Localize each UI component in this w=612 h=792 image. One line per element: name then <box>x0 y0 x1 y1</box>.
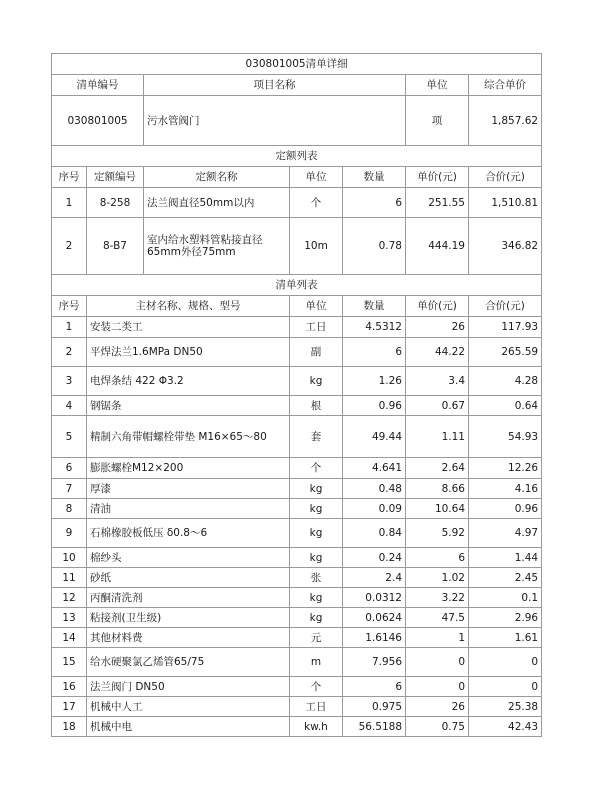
bill-header-price: 综合单价 <box>469 75 542 96</box>
material-no: 1 <box>52 317 87 338</box>
materials-header-qty: 数量 <box>343 296 406 317</box>
material-qty: 49.44 <box>343 416 406 458</box>
material-price: 3.4 <box>406 367 469 396</box>
material-qty: 7.956 <box>343 648 406 677</box>
quota-total: 346.82 <box>469 218 542 275</box>
material-unit: 根 <box>290 396 343 416</box>
material-price: 44.22 <box>406 338 469 367</box>
quota-row <box>52 188 542 218</box>
material-name: 膨胀螺栓M12×200 <box>87 458 290 479</box>
bill-code: 030801005 <box>52 96 144 146</box>
material-total: 4.28 <box>469 367 542 396</box>
material-no: 4 <box>52 396 87 416</box>
quota-header-code: 定额编号 <box>87 167 144 188</box>
quota-name: 室内给水塑料管粘接直径65mm外径75mm <box>144 218 290 275</box>
material-total: 4.97 <box>469 519 542 548</box>
material-name: 清油 <box>87 499 290 519</box>
quota-unit: 10m <box>290 218 343 275</box>
material-price: 2.64 <box>406 458 469 479</box>
title-row <box>52 54 542 75</box>
material-unit: 个 <box>290 677 343 697</box>
material-no: 16 <box>52 677 87 697</box>
material-total: 1.61 <box>469 628 542 648</box>
materials-header-row <box>52 296 542 317</box>
material-total: 0.1 <box>469 588 542 608</box>
material-no: 3 <box>52 367 87 396</box>
quota-code: 8-B7 <box>87 218 144 275</box>
material-row <box>52 416 542 458</box>
table-title: 030801005清单详细 <box>52 54 542 75</box>
material-no: 17 <box>52 697 87 717</box>
material-name: 电焊条结 422 Φ3.2 <box>87 367 290 396</box>
material-row <box>52 697 542 717</box>
bill-row <box>52 96 542 146</box>
materials-header-total: 合价(元) <box>469 296 542 317</box>
material-total: 1.44 <box>469 548 542 568</box>
material-row <box>52 588 542 608</box>
material-total: 0.64 <box>469 396 542 416</box>
materials-header-no: 序号 <box>52 296 87 317</box>
material-qty: 4.641 <box>343 458 406 479</box>
material-name: 给水硬聚氯乙烯管65/75 <box>87 648 290 677</box>
material-row <box>52 317 542 338</box>
material-unit: kg <box>290 548 343 568</box>
material-total: 2.96 <box>469 608 542 628</box>
quota-qty: 0.78 <box>343 218 406 275</box>
quota-total: 1,510.81 <box>469 188 542 218</box>
quota-header-qty: 数量 <box>343 167 406 188</box>
material-name: 砂纸 <box>87 568 290 588</box>
material-qty: 0.0624 <box>343 608 406 628</box>
material-price: 26 <box>406 317 469 338</box>
material-price: 5.92 <box>406 519 469 548</box>
materials-section-row <box>52 275 542 296</box>
materials-header-unit: 单位 <box>290 296 343 317</box>
material-price: 0 <box>406 677 469 697</box>
bill-header-row <box>52 75 542 96</box>
quota-section-title: 定额列表 <box>52 146 542 167</box>
quota-price: 444.19 <box>406 218 469 275</box>
material-no: 5 <box>52 416 87 458</box>
material-price: 10.64 <box>406 499 469 519</box>
quota-no: 1 <box>52 188 87 218</box>
bill-name: 污水管阀门 <box>144 96 406 146</box>
material-name: 法兰阀门 DN50 <box>87 677 290 697</box>
material-name: 棉纱头 <box>87 548 290 568</box>
material-no: 2 <box>52 338 87 367</box>
quota-no: 2 <box>52 218 87 275</box>
material-name: 平焊法兰1.6MPa DN50 <box>87 338 290 367</box>
material-qty: 2.4 <box>343 568 406 588</box>
material-no: 6 <box>52 458 87 479</box>
material-qty: 0.84 <box>343 519 406 548</box>
material-row <box>52 367 542 396</box>
material-qty: 0.09 <box>343 499 406 519</box>
material-no: 8 <box>52 499 87 519</box>
bill-header-unit: 单位 <box>406 75 469 96</box>
material-price: 47.5 <box>406 608 469 628</box>
material-unit: 工日 <box>290 317 343 338</box>
material-total: 4.16 <box>469 479 542 499</box>
material-row <box>52 548 542 568</box>
material-name: 机械中电 <box>87 717 290 737</box>
material-price: 0 <box>406 648 469 677</box>
quota-name: 法兰阀直径50mm以内 <box>144 188 290 218</box>
material-row <box>52 338 542 367</box>
material-qty: 0.48 <box>343 479 406 499</box>
material-row <box>52 519 542 548</box>
bill-detail-table <box>51 53 542 737</box>
material-price: 8.66 <box>406 479 469 499</box>
material-total: 0 <box>469 677 542 697</box>
material-qty: 0.96 <box>343 396 406 416</box>
material-unit: kg <box>290 519 343 548</box>
material-unit: 元 <box>290 628 343 648</box>
material-row <box>52 396 542 416</box>
material-total: 117.93 <box>469 317 542 338</box>
bill-header-code: 清单编号 <box>52 75 144 96</box>
bill-header-name: 项目名称 <box>144 75 406 96</box>
material-unit: 个 <box>290 458 343 479</box>
material-row <box>52 479 542 499</box>
quota-header-row <box>52 167 542 188</box>
material-price: 1 <box>406 628 469 648</box>
material-no: 13 <box>52 608 87 628</box>
material-name: 机械中人工 <box>87 697 290 717</box>
material-price: 0.67 <box>406 396 469 416</box>
material-unit: m <box>290 648 343 677</box>
material-unit: 工日 <box>290 697 343 717</box>
material-total: 12.26 <box>469 458 542 479</box>
material-unit: kg <box>290 479 343 499</box>
material-total: 54.93 <box>469 416 542 458</box>
material-unit: 副 <box>290 338 343 367</box>
quota-header-name: 定额名称 <box>144 167 290 188</box>
bill-unit: 项 <box>406 96 469 146</box>
material-name: 安装二类工 <box>87 317 290 338</box>
material-price: 1.11 <box>406 416 469 458</box>
quota-row <box>52 218 542 275</box>
material-total: 0 <box>469 648 542 677</box>
material-no: 10 <box>52 548 87 568</box>
material-qty: 56.5188 <box>343 717 406 737</box>
quota-unit: 个 <box>290 188 343 218</box>
material-qty: 6 <box>343 338 406 367</box>
quota-qty: 6 <box>343 188 406 218</box>
material-name: 其他材料费 <box>87 628 290 648</box>
material-qty: 1.26 <box>343 367 406 396</box>
material-row <box>52 717 542 737</box>
material-no: 9 <box>52 519 87 548</box>
quota-header-no: 序号 <box>52 167 87 188</box>
quota-header-total: 合价(元) <box>469 167 542 188</box>
material-no: 11 <box>52 568 87 588</box>
material-unit: kg <box>290 608 343 628</box>
material-qty: 6 <box>343 677 406 697</box>
material-total: 265.59 <box>469 338 542 367</box>
material-total: 2.45 <box>469 568 542 588</box>
material-price: 3.22 <box>406 588 469 608</box>
material-price: 26 <box>406 697 469 717</box>
material-qty: 0.0312 <box>343 588 406 608</box>
material-unit: 套 <box>290 416 343 458</box>
material-row <box>52 568 542 588</box>
materials-section-title: 清单列表 <box>52 275 542 296</box>
material-price: 6 <box>406 548 469 568</box>
material-unit: kg <box>290 499 343 519</box>
material-name: 丙酮清洗剂 <box>87 588 290 608</box>
material-name: 石棉橡胶板低压 δ0.8～6 <box>87 519 290 548</box>
quota-header-unit: 单位 <box>290 167 343 188</box>
material-name: 粘接剂(卫生级) <box>87 608 290 628</box>
material-name: 精制六角带帽螺栓带垫 M16×65～80 <box>87 416 290 458</box>
material-qty: 0.24 <box>343 548 406 568</box>
material-row <box>52 628 542 648</box>
material-unit: kg <box>290 588 343 608</box>
material-row <box>52 458 542 479</box>
material-price: 1.02 <box>406 568 469 588</box>
material-total: 42.43 <box>469 717 542 737</box>
quota-section-row <box>52 146 542 167</box>
material-qty: 1.6146 <box>343 628 406 648</box>
material-unit: kg <box>290 367 343 396</box>
quota-price: 251.55 <box>406 188 469 218</box>
material-price: 0.75 <box>406 717 469 737</box>
material-total: 25.38 <box>469 697 542 717</box>
material-row <box>52 499 542 519</box>
material-no: 7 <box>52 479 87 499</box>
materials-header-price: 单价(元) <box>406 296 469 317</box>
quota-code: 8-258 <box>87 188 144 218</box>
quota-header-price: 单价(元) <box>406 167 469 188</box>
material-total: 0.96 <box>469 499 542 519</box>
materials-header-name: 主材名称、规格、型号 <box>87 296 290 317</box>
material-row <box>52 648 542 677</box>
material-no: 15 <box>52 648 87 677</box>
material-row <box>52 608 542 628</box>
material-name: 钢锯条 <box>87 396 290 416</box>
material-name: 厚漆 <box>87 479 290 499</box>
material-qty: 4.5312 <box>343 317 406 338</box>
material-qty: 0.975 <box>343 697 406 717</box>
bill-price: 1,857.62 <box>469 96 542 146</box>
material-row <box>52 677 542 697</box>
material-no: 14 <box>52 628 87 648</box>
material-unit: kw.h <box>290 717 343 737</box>
material-unit: 张 <box>290 568 343 588</box>
material-no: 12 <box>52 588 87 608</box>
material-no: 18 <box>52 717 87 737</box>
